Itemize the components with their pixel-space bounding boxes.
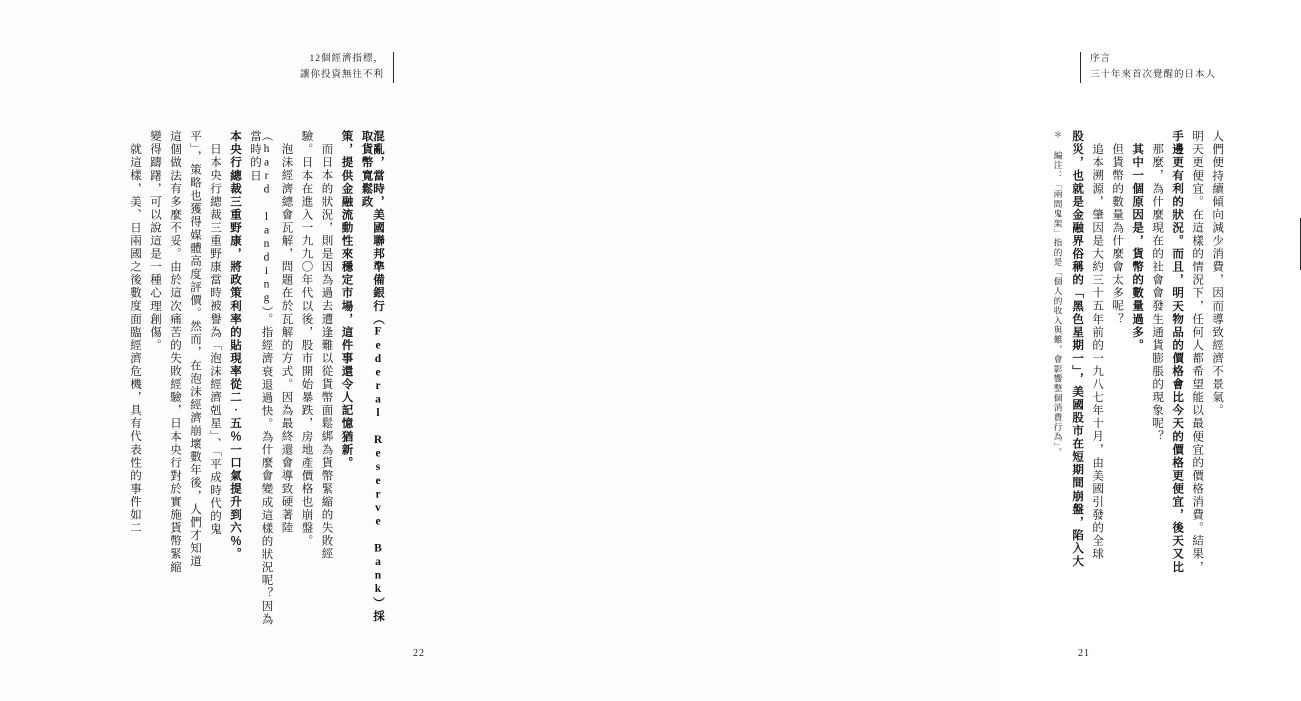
right-page xyxy=(500,0,1224,701)
text-column: 那麼，為什麼現在的社會會發生通貨膨脹的現象呢？ xyxy=(1151,143,1164,444)
text-column: 泡沫經濟總會瓦解，問題在於瓦解的方式。因為最終還會導致硬著陸 xyxy=(280,143,293,535)
text-column: 但貨幣的數量為什麼會太多呢？ xyxy=(1111,143,1124,326)
running-head-right-rule xyxy=(1080,52,1081,83)
running-head-left-line1: 12個經濟指標， xyxy=(309,54,385,64)
text-column: 策，提供金融流動性來穩定市場，這件事還令人記憶猶新。 xyxy=(340,130,353,470)
footnote-column: ＊ 編注：「兩間鬼架」指的是「個人的收入與難，會影響整個消費行為」。 xyxy=(1053,130,1064,457)
text-column: 其中一個原因是，貨幣的數量過多。 xyxy=(1131,143,1144,352)
text-column: 股災，也就是金融界俗稱的「黑色星期一」，美國股市在短期間崩盤，陷入大 xyxy=(1071,130,1084,568)
running-head-left xyxy=(300,52,394,83)
text-column: 日本央行總裁三重野康當時被譽為「泡沫經濟剋星」、「平成時代的鬼 xyxy=(209,143,221,537)
running-head-right-line1: 序言 xyxy=(1090,54,1112,64)
text-column: 人們便持續傾向減少消費，因而導致經濟不景氣。 xyxy=(1211,130,1224,418)
text-column: 明天更便宜。在這樣的情況下，任何人都希望能以最便宜的價格消費。結果， xyxy=(1191,130,1204,574)
running-head-right-lines xyxy=(1090,52,1216,83)
text-column: 平」，策略也獲得媒體高度評價。然而，在泡沫經濟崩壞數年後，人們才知道 xyxy=(189,130,201,568)
running-head-left-line2: 讓你投資無往不利 xyxy=(300,69,385,80)
text-column: 本央行總裁三重野康，將政策利率的貼現率從二‧五％一口氣提升到六％。 xyxy=(229,130,241,561)
text-column: 驗。日本在進入一九九〇年代以後，股市開始暴跌，房地產價格也崩盤。 xyxy=(300,130,313,548)
running-head-left-rule xyxy=(393,52,394,83)
text-column: 而日本的狀況，則是因為過去遭逢難以從貨幣面鬆綁為貨幣緊縮的失敗經 xyxy=(320,143,333,561)
page-number-right: 21 xyxy=(1078,648,1090,659)
page-number-left: 22 xyxy=(413,648,425,659)
text-column: 手邊更有利的狀況。而且，明天物品的價格會比今天的價格更便宜，後天又比 xyxy=(1171,130,1184,574)
text-column: 變得躊躇，可以說這是一種心理創傷。 xyxy=(149,130,161,352)
running-head-right xyxy=(1080,52,1216,83)
text-column: 混亂，當時，美國聯邦準備銀行（Federal Reserve Bank）採取貨幣寬鬆政 xyxy=(360,130,384,623)
running-head-right-line2: 三十年來首次覺醒的日本人 xyxy=(1090,69,1217,80)
text-column: （hard landing）。指經濟衰退過快。為什麼會變成這樣的狀況呢？因為當時的日 xyxy=(249,130,273,627)
running-head-left-lines xyxy=(300,52,384,83)
right-page-body xyxy=(1045,130,1222,630)
left-page-body xyxy=(120,130,383,630)
text-column: 這個做法有多麼不妥。由於這次痛苦的失敗經驗，日本央行對於實施貨幣緊縮 xyxy=(169,130,181,574)
left-page xyxy=(0,0,500,701)
text-column: 追本溯源，肇因是大約三十五年前的一九八七年十月，由美國引發的全球 xyxy=(1091,143,1104,561)
text-column: 就這樣，美、日兩國之後數度面臨經濟危機，具有代表性的事件如二 xyxy=(129,143,141,535)
